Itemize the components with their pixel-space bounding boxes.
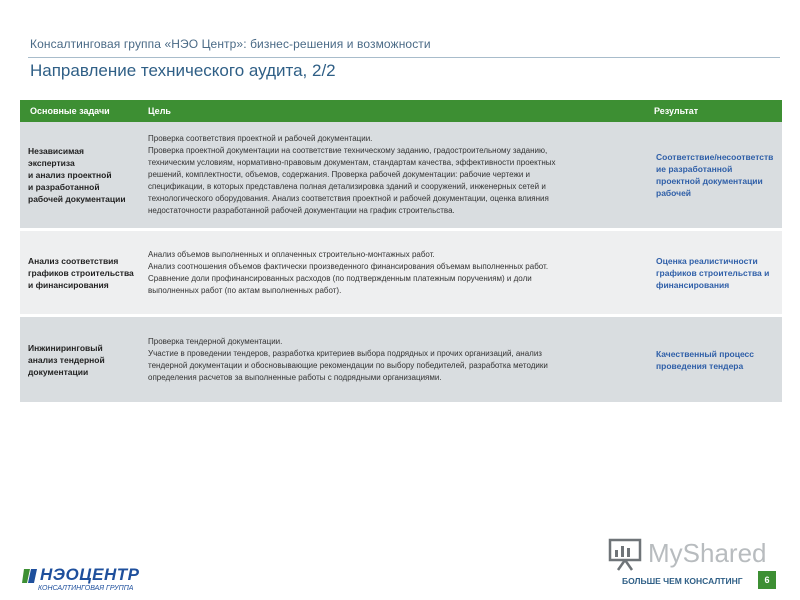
row-goal: Анализ объемов выполненных и оплаченных строительно-монтажных работ. Анализ соотношения объемов фактически произведенного финансирования объемам выполненных работ. Сравнение доли профинансированных расходов (по подтвержденным платежным поручениям) и доли выполненных работ (по актам выполненных работ). bbox=[148, 249, 549, 295]
audit-table bbox=[20, 100, 782, 402]
company-logo bbox=[22, 565, 142, 600]
footer-slogan: БОЛЬШЕ ЧЕМ КОНСАЛТИНГ bbox=[622, 576, 743, 586]
row-goal: Проверка соответствия проектной и рабочей документации. Проверка проектной документации на соответствие техническому заданию, градостроительному заданию, техническим условиям, нормативно-правовым документам, стандартам качества, эффективности проектных решений, комплектности, объемов, содержания. Проверка рабочей документации: рабочие чертежи и спецификации, в которых представлена полная детализировка зданий и сооружений, инженерных сетей и технологического оборудования. Анализ соответствия проектной и рабочей документации, оценка влияния недостаточности разработанной рабочей документации на график строительства. bbox=[148, 134, 556, 215]
row-task: Инжиниринговый анализ тендерной документации bbox=[28, 342, 105, 377]
logo-tagline: КОНСАЛТИНГОВАЯ ГРУППА bbox=[38, 585, 134, 592]
row-task: Анализ соответствия графиков строительства и финансирования bbox=[28, 255, 134, 290]
table-row bbox=[20, 317, 782, 402]
row-result: Оценка реалистичности графиков строительства и финансирования bbox=[656, 255, 770, 290]
header-divider bbox=[28, 57, 780, 58]
logo-mark-icon bbox=[22, 567, 40, 585]
row-goal: Проверка тендерной документации. Участие в проведении тендеров, разработка критериев выбора подрядных и прочих организаций, анализ тендерной документации и обосновывающие рекомендации по выбору победителей, разработка методики определения расчетов за выполненные работы с подрядными организациями. bbox=[148, 336, 548, 382]
watermark-text: MyShared bbox=[648, 538, 767, 568]
row-task: Независимая экспертиза и анализ проектной и разработанной рабочей документации bbox=[28, 146, 126, 204]
logo-wordmark: НЭОЦЕНТР bbox=[40, 565, 140, 584]
watermark bbox=[604, 535, 774, 575]
column-header-goal: Цель bbox=[148, 106, 171, 116]
row-result: Соответствие/несоответств ие разработанной проектной документации рабочей bbox=[656, 152, 774, 198]
slide-title: Направление технического аудита, 2/2 bbox=[30, 61, 336, 80]
table-row bbox=[20, 231, 782, 314]
table-header bbox=[20, 100, 782, 122]
slide-subtitle: Консалтинговая группа «НЭО Центр»: бизнес-решения и возможности bbox=[30, 37, 431, 51]
page-number: 6 bbox=[758, 571, 776, 589]
table-row bbox=[20, 122, 782, 228]
presentation-board-icon bbox=[608, 537, 642, 571]
column-header-result: Результат bbox=[654, 106, 699, 116]
column-header-tasks: Основные задачи bbox=[30, 106, 110, 116]
row-result: Качественный процесс проведения тендера bbox=[656, 348, 755, 371]
